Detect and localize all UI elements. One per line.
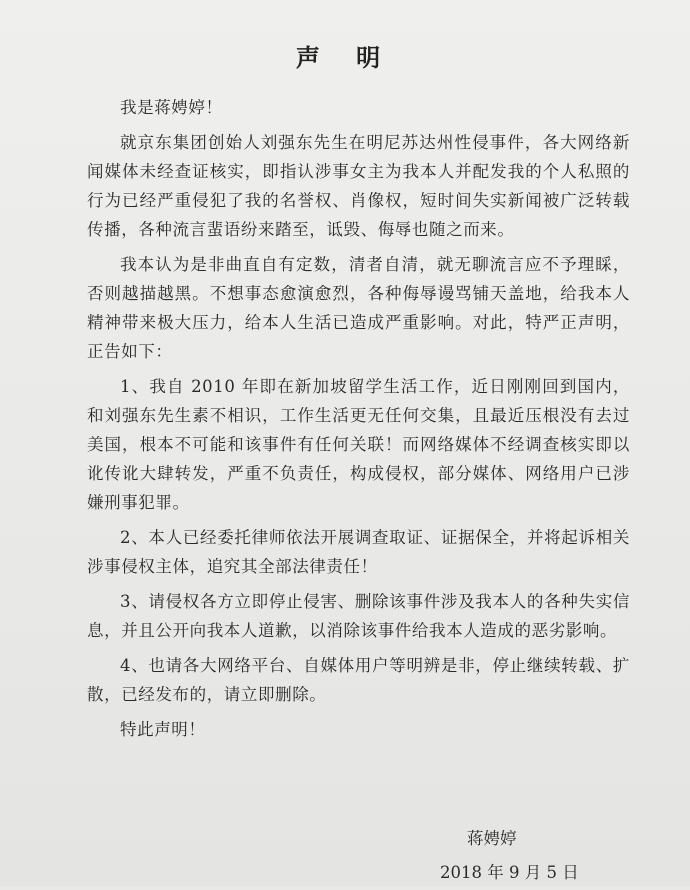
paragraph-closing: 特此声明！ — [120, 720, 206, 739]
signature-date: 2018 年 9 月 5 日 — [440, 863, 579, 882]
paragraph-greeting: 我是蒋娉婷！ — [120, 98, 223, 117]
paragraph-point-3: 3、请侵权各方立即停止侵害、删除该事件涉及我本人的各种失实信息，并且公开向我本人道歉，以消除该事件给我本人造成的恶劣影响。 — [87, 592, 630, 640]
paragraph-background: 就京东集团创始人刘强东先生在明尼苏达州性侵事件，各大网络新闻媒体未经查证核实，即指认涉事女主为我本人并配发我的个人私照的行为已经严重侵犯了我的名誉权、肖像权，短时间失实新闻被广泛转载传播，各种流言蜚语纷来踏至，诋毁、侮辱也随之而来。 — [87, 133, 630, 239]
document-body — [87, 93, 630, 750]
paragraph-point-2: 2、本人已经委托律师依法开展调查取证、证据保全，并将起诉相关涉事侵权主体，追究其全部法律责任！ — [87, 528, 630, 576]
paragraph-statement: 我本认为是非曲直自有定数，清者自清，就无聊流言应不予理睬，否则越描越黑。不想事态愈演愈烈，各种侮辱谩骂铺天盖地，给我本人精神带来极大压力，给本人生活已造成严重影响。对此，特严正声明，正告如下： — [87, 255, 630, 361]
paragraph-point-1: 1、我自 2010 年即在新加坡留学生活工作，近日刚刚回到国内，和刘强东先生素不相识，工作生活更无任何交集，且最近压根没有去过美国，根本不可能和该事件有任何关联！而网络媒体不经调查核实即以讹传讹大肆转发，严重不负责任，构成侵权，部分媒体、网络用户已涉嫌刑事犯罪。 — [87, 377, 630, 512]
paragraph-point-4: 4、也请各大网络平台、自媒体用户等明辨是非，停止继续转载、扩散，已经发布的，请立即删除。 — [87, 656, 630, 704]
signature-name: 蒋娉婷 — [467, 829, 517, 848]
document-title: 声 明 — [295, 43, 395, 72]
signature-block — [440, 822, 640, 890]
